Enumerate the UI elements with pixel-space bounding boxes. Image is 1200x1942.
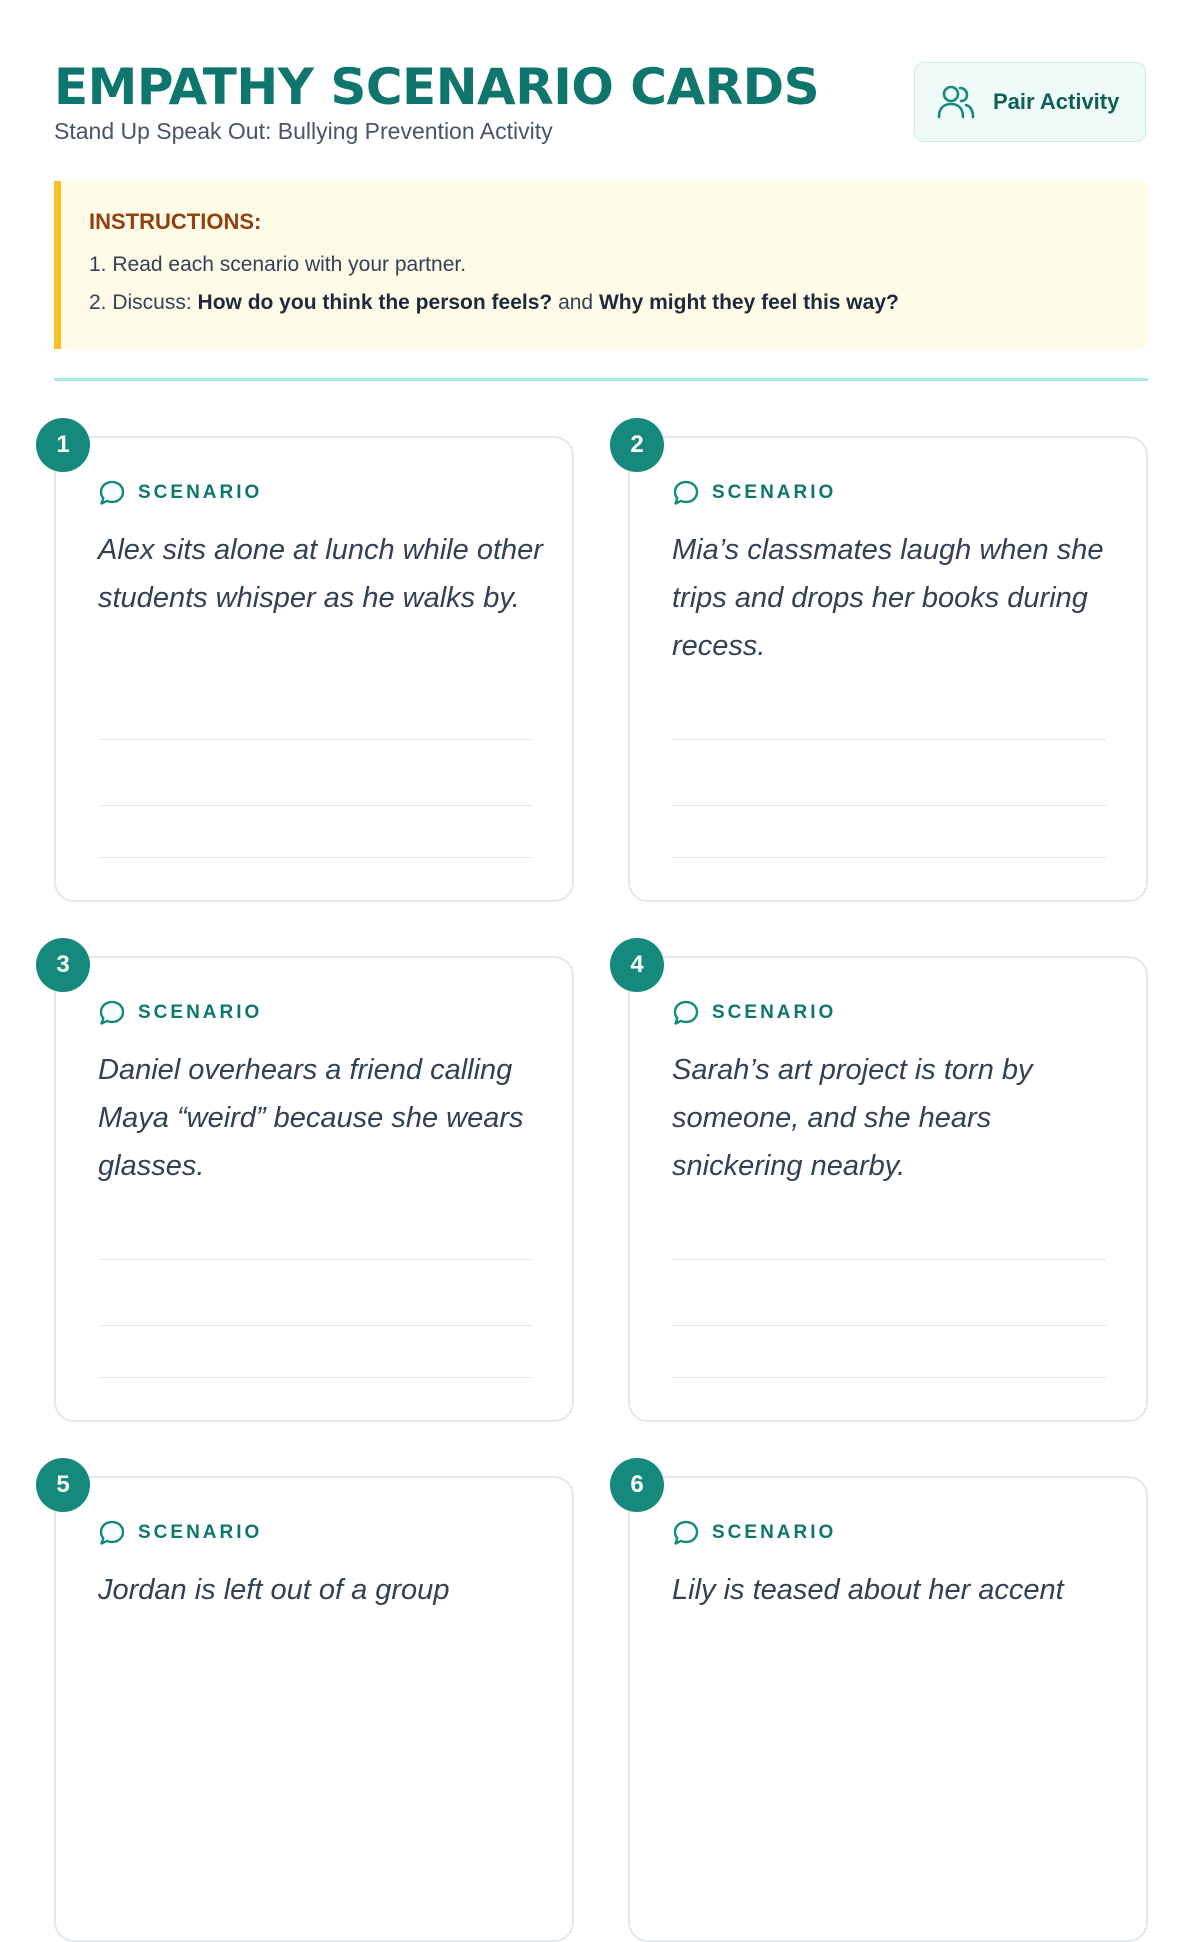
card-number-badge: 6 bbox=[610, 1458, 664, 1512]
card-label bbox=[672, 479, 836, 507]
card-label-text: SCENARIO bbox=[138, 1522, 263, 1543]
writing-line bbox=[672, 739, 1106, 740]
card-number-badge: 1 bbox=[36, 418, 90, 472]
step-2-prefix: 2. Discuss: bbox=[89, 291, 198, 314]
step-2-question-2: Why might they feel this way? bbox=[598, 291, 899, 314]
card-label-text: SCENARIO bbox=[712, 1002, 837, 1023]
card-label-text: SCENARIO bbox=[712, 1522, 837, 1543]
card-label bbox=[98, 479, 262, 507]
instruction-step-2 bbox=[89, 291, 1148, 315]
scenario-text: Alex sits alone at lunch while other students whisper as he walks by. bbox=[98, 534, 543, 614]
card-label bbox=[98, 999, 262, 1027]
speech-bubble-icon bbox=[672, 479, 700, 507]
scenario-text: Lily is teased about her accent bbox=[672, 1574, 1064, 1606]
scenario-text: Daniel overhears a friend calling Maya “weird” because she wears glasses. bbox=[98, 1054, 524, 1182]
pair-activity-label: Pair Activity bbox=[993, 89, 1120, 114]
scenario-card bbox=[628, 951, 1148, 1422]
speech-bubble-icon bbox=[98, 479, 126, 507]
writing-line bbox=[98, 1259, 532, 1260]
speech-bubble-icon bbox=[98, 1519, 126, 1547]
speech-bubble-icon bbox=[672, 999, 700, 1027]
scenario-card bbox=[54, 1471, 574, 1942]
scenario-text: Jordan is left out of a group bbox=[98, 1574, 450, 1606]
scenario-card bbox=[628, 431, 1148, 902]
writing-line bbox=[672, 1325, 1106, 1326]
writing-line bbox=[672, 805, 1106, 806]
card-label-text: SCENARIO bbox=[138, 482, 263, 503]
page-title: EMPATHY SCENARIO CARDS bbox=[54, 58, 820, 116]
scenario-card bbox=[54, 951, 574, 1422]
page-subtitle: Stand Up Speak Out: Bullying Prevention Activity bbox=[54, 118, 553, 144]
card-label bbox=[672, 1519, 836, 1547]
scenario-card bbox=[54, 431, 574, 902]
header bbox=[54, 54, 1146, 154]
scenario-text: Mia’s classmates laugh when she trips and drops her books during recess. bbox=[672, 534, 1104, 662]
writing-line bbox=[98, 739, 532, 740]
step-2-question-1: How do you think the person feels? bbox=[197, 291, 553, 314]
writing-line bbox=[98, 857, 532, 858]
card-number-badge: 5 bbox=[36, 1458, 90, 1512]
step-2-connector: and bbox=[552, 291, 599, 314]
scenario-card bbox=[628, 1471, 1148, 1942]
writing-line bbox=[672, 1377, 1106, 1378]
card-label-text: SCENARIO bbox=[138, 1002, 263, 1023]
card-label bbox=[672, 999, 836, 1027]
instructions-box bbox=[54, 181, 1148, 349]
card-label bbox=[98, 1519, 262, 1547]
card-number-badge: 4 bbox=[610, 938, 664, 992]
scenario-text: Sarah’s art project is torn by someone, and she hears snickering nearby. bbox=[672, 1054, 1033, 1182]
card-label-text: SCENARIO bbox=[712, 482, 837, 503]
pair-activity-badge bbox=[914, 62, 1146, 142]
section-divider bbox=[54, 378, 1148, 381]
writing-line bbox=[98, 1377, 532, 1378]
writing-line bbox=[98, 805, 532, 806]
instructions-title: INSTRUCTIONS: bbox=[89, 209, 262, 234]
writing-line bbox=[672, 1259, 1106, 1260]
speech-bubble-icon bbox=[672, 1519, 700, 1547]
users-icon bbox=[937, 83, 975, 121]
card-number-badge: 3 bbox=[36, 938, 90, 992]
instruction-step-1: 1. Read each scenario with your partner. bbox=[89, 253, 467, 276]
speech-bubble-icon bbox=[98, 999, 126, 1027]
writing-line bbox=[98, 1325, 532, 1326]
writing-line bbox=[672, 857, 1106, 858]
card-number-badge: 2 bbox=[610, 418, 664, 472]
